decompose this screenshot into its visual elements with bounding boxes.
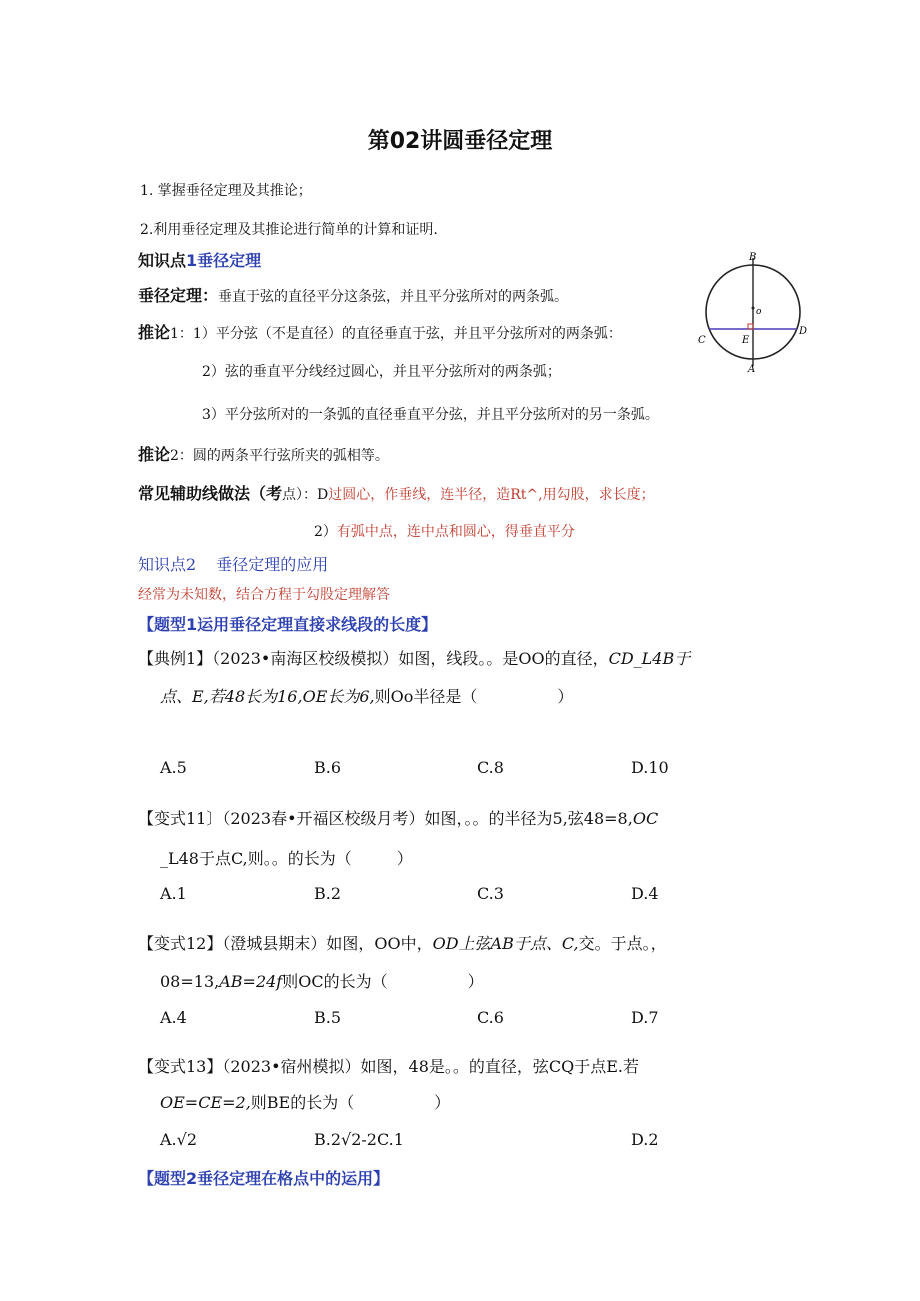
- circle-diagram: [692, 248, 818, 374]
- v12-option-a: A.4: [160, 1008, 187, 1027]
- question-type-1: 【题型1运用垂径定理直接求线段的长度】: [138, 615, 438, 634]
- ex1-text-f: ）: [557, 687, 574, 706]
- v13-text-b: 则BE的长为（: [250, 1093, 355, 1112]
- v13-option-b: B.2√2-2C.1: [314, 1130, 404, 1149]
- corollary-2-label: 推论: [138, 445, 171, 464]
- corollary-1-label: 推论: [138, 323, 171, 342]
- label-d: D: [799, 326, 808, 337]
- label-e: E: [742, 335, 750, 346]
- v11-option-b: B.2: [314, 884, 342, 903]
- v11-text-a: 【变式11〕（2023春•开福区校级月考）如图，。。的半径为5,弦48=8,: [138, 809, 633, 828]
- v11-text-c: _L48于点C,则。。的长为（: [160, 849, 352, 868]
- v13-option-a: A.√2: [160, 1130, 198, 1149]
- ex1-text-c: 点、E,若48长为16,: [160, 687, 303, 706]
- aux-line-2: [314, 521, 575, 541]
- v12-text-c: 交。于点。，: [578, 934, 667, 953]
- variant-13-line-2: [160, 1090, 450, 1113]
- corollary-1-item-2: 2）弦的垂直平分线经过圆心，并且平分弦所对的两条弧；: [202, 364, 561, 380]
- v12-option-c: C.6: [477, 1008, 504, 1027]
- corollary-2-text: 2：圆的两条平行弦所夹的弧相等。: [170, 448, 389, 464]
- v12-text-e: AB=24f: [219, 972, 283, 991]
- example-1-line-2: [160, 684, 573, 707]
- corollary-1-line-1: [138, 320, 622, 343]
- kp2-note: 经常为未知数，结合方程于勾股定理解答: [138, 587, 390, 603]
- variant-13-line-1: 【变式13】（2023•宿州模拟）如图，48是。。的直径，弦CQ于点E.若: [138, 1057, 640, 1076]
- v12-text-g: ）: [467, 972, 484, 991]
- v12-text-b: OD上弦AB于点、C,: [432, 934, 579, 953]
- v12-option-d: D.7: [631, 1008, 659, 1027]
- v11-option-c: C.3: [477, 884, 504, 903]
- aux-num-2: 2）: [314, 524, 337, 540]
- center-point: [752, 307, 755, 310]
- v12-option-b: B.5: [314, 1008, 342, 1027]
- ex1-text-a: 【典例1】（2023•南海区校级模拟）如图，线段。。是OO的直径，: [138, 649, 609, 668]
- label-o: o: [756, 307, 762, 317]
- v12-text-a: 【变式12】（澄城县期末）如图，OO中，: [138, 934, 433, 953]
- ex1-option-b: B.6: [314, 758, 342, 777]
- corollary-2-line: [138, 442, 389, 465]
- aux-num-1: ：D: [303, 487, 329, 503]
- knowledge-point-1: [138, 248, 261, 271]
- aux-method-1: 过圆心，作垂线，连半径，造Rt^,用勾股，求长度；: [328, 487, 655, 503]
- variant-12-line-2: [160, 969, 484, 992]
- v13-text-a: OE=CE=2,: [160, 1093, 251, 1112]
- page-title: 第02讲圆垂径定理: [367, 129, 553, 154]
- theorem-line: [138, 283, 568, 306]
- aux-line-1: [138, 481, 655, 504]
- goal-2: 2.利用垂径定理及其推论进行简单的计算和证明.: [140, 222, 438, 238]
- corollary-1-item-1: 1：1）平分弦（不是直径）的直径垂直于弦，并且平分弦所对的两条弧：: [170, 326, 622, 342]
- goal-1: 1. 掌握垂径定理及其推论；: [140, 183, 312, 199]
- ex1-option-a: A.5: [160, 758, 187, 777]
- corollary-1-item-3: 3）平分弦所对的一条弧的直径垂直平分弦，并且平分弦所对的另一条弧。: [202, 407, 659, 423]
- v13-option-d: D.2: [631, 1130, 659, 1149]
- v11-text-d: ）: [396, 849, 413, 868]
- v12-text-f: 则OC的长为（: [282, 972, 388, 991]
- label-b: B: [749, 252, 757, 263]
- v12-text-d: 08=13,: [160, 972, 220, 991]
- kp2-label: 知识点2: [138, 555, 197, 574]
- knowledge-point-2: [138, 552, 328, 575]
- example-1-line-1: [138, 646, 690, 669]
- ex1-text-d: OE长为6,: [302, 687, 375, 706]
- v13-text-c: ）: [434, 1093, 451, 1112]
- aux-label-2: 点）: [282, 487, 304, 503]
- theorem-text: 垂直于弦的直径平分这条弦，并且平分弦所对的两条弧。: [218, 289, 569, 305]
- kp1-title: 1垂径定理: [186, 251, 262, 270]
- aux-method-2: 有弧中点，连中点和圆心，得垂直平分: [336, 524, 575, 540]
- label-c: C: [698, 335, 706, 346]
- theorem-label: 垂径定理：: [138, 286, 219, 305]
- ex1-text-e: 则Oo半径是（: [374, 687, 478, 706]
- aux-label: 常见辅助线做法（考: [138, 484, 283, 503]
- variant-12-line-1: [138, 931, 667, 954]
- v11-option-d: D.4: [631, 884, 659, 903]
- variant-11-line-1: [138, 806, 658, 829]
- ex1-text-b: CD_L4B于: [608, 649, 691, 668]
- kp1-label: 知识点: [138, 251, 187, 270]
- ex1-option-d: D.10: [631, 758, 669, 777]
- kp2-title: 垂径定理的应用: [216, 555, 329, 574]
- v11-option-a: A.1: [160, 884, 187, 903]
- label-a: A: [748, 364, 756, 374]
- v11-text-b: OC: [632, 809, 659, 828]
- variant-11-line-2: [160, 846, 413, 869]
- ex1-option-c: C.8: [477, 758, 504, 777]
- question-type-2: 【题型2垂径定理在格点中的运用】: [138, 1169, 390, 1188]
